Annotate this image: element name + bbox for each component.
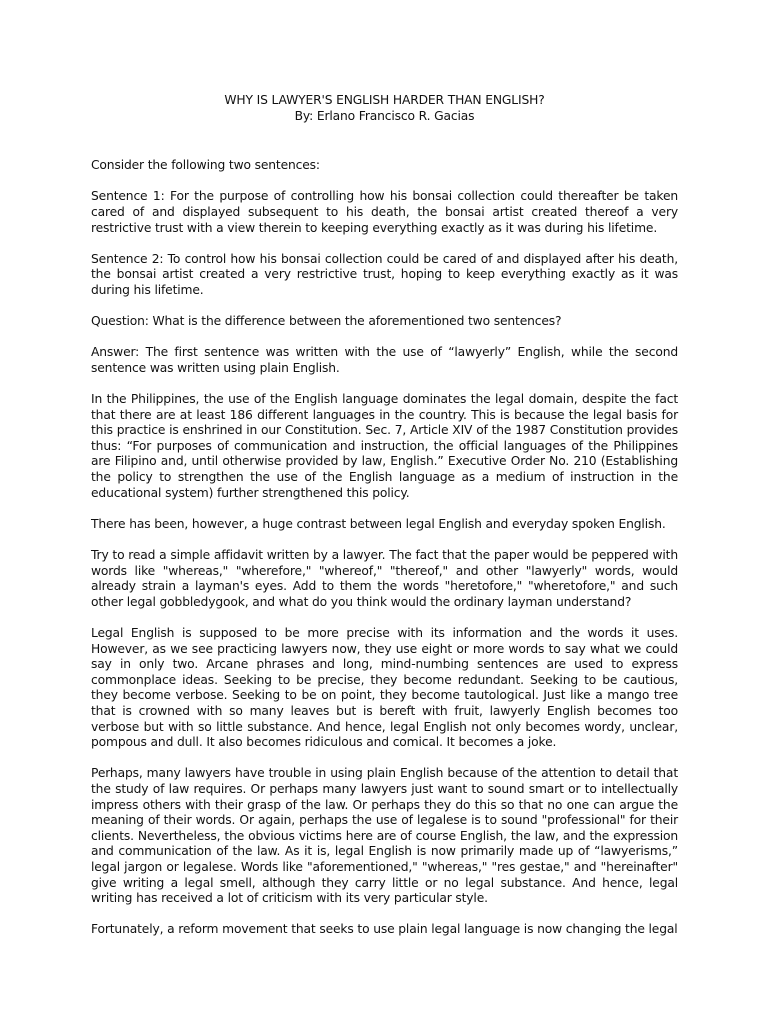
paragraph-sentence-1: Sentence 1: For the purpose of controlling how his bonsai collection could thereafter be taken cared of and displayed subsequent to his death, the bonsai artist created thereof a very restrictive trust with a view therein to keeping everything exactly as it was during his lifetime. xyxy=(91,189,678,235)
paragraph-question: Question: What is the difference between the aforementioned two sentences? xyxy=(91,314,562,329)
paragraph-answer: Answer: The first sentence was written with the use of “lawyerly” English, while the second sentence was written using plain English. xyxy=(91,345,678,375)
paragraph-legal-english: Legal English is supposed to be more precise with its information and the words it uses. However, as we see practicing lawyers now, they use eight or more words to say what we could say in only two. Arcane phrases and long, mind-numbing sentences are used to express commonplace ideas. Seeking to be precise, they become redundant. Seeking to be cautious, they become verbose. Seeking to be on point, they become tautological. Just like a mango tree that is crowned with so many leaves but is bereft with fruit, lawyerly English becomes too verbose but with so little substance. And hence, legal English not only becomes wordy, unclear, pompous and dull. It also becomes ridiculous and comical. It becomes a joke. xyxy=(91,626,678,750)
document-byline: By: Erlano Francisco R. Gacias xyxy=(294,108,475,123)
paragraph-perhaps: Perhaps, many lawyers have trouble in using plain English because of the attention to detail that the study of law requires. Or perhaps many lawyers just want to sound smart or to intellectually impress others with their grasp of the law. Or perhaps they do this so that no one can argue the meaning of their words. Or again, perhaps the use of legalese is to sound "professional" for their clients. Nevertheless, the obvious victims here are of course English, the law, and the expression and communication of the law. As it is, legal English is now primarily made up of “lawyerisms,” legal jargon or legalese. Words like "aforementioned," "whereas," "res gestae," and "hereinafter" give writing a legal smell, although they carry little or no legal substance. And hence, legal writing has received a lot of criticism with its very particular style. xyxy=(91,766,678,906)
paragraph-philippines: In the Philippines, the use of the English language dominates the legal domain, despite the fact that there are at least 186 different languages in the country. This is because the legal basis for this practice is enshrined in our Constitution. Sec. 7, Article XIV of the 1987 Constitution provides thus: “For purposes of communication and instruction, the official languages of the Philippines are Filipino and, until otherwise provided by law, English.” Executive Order No. 210 (Establishing the policy to strengthen the use of the English language as a medium of instruction in the educational system) further strengthened this policy. xyxy=(91,392,678,500)
document-body xyxy=(91,93,678,953)
title-block xyxy=(91,93,678,124)
paragraph-reform: Fortunately, a reform movement that seeks to use plain legal language is now changing the legal xyxy=(91,922,678,937)
paragraph-intro: Consider the following two sentences: xyxy=(91,158,320,173)
paragraph-affidavit: Try to read a simple affidavit written by a lawyer. The fact that the paper would be peppered with words like "whereas," "wherefore," "whereof," "thereof," and other "lawyerly" words, would already strain a layman's eyes. Add to them the words "heretofore," "wheretofore," and such other legal gobbledygook, and what do you think would the ordinary layman understand? xyxy=(91,548,678,609)
paragraph-sentence-2: Sentence 2: To control how his bonsai collection could be cared of and displayed after his death, the bonsai artist created a very restrictive trust, hoping to keep everything exactly as it was during his lifetime. xyxy=(91,251,678,297)
document-title: WHY IS LAWYER'S ENGLISH HARDER THAN ENGLISH? xyxy=(224,93,545,107)
paragraph-contrast: There has been, however, a huge contrast between legal English and everyday spoken English. xyxy=(91,516,666,531)
